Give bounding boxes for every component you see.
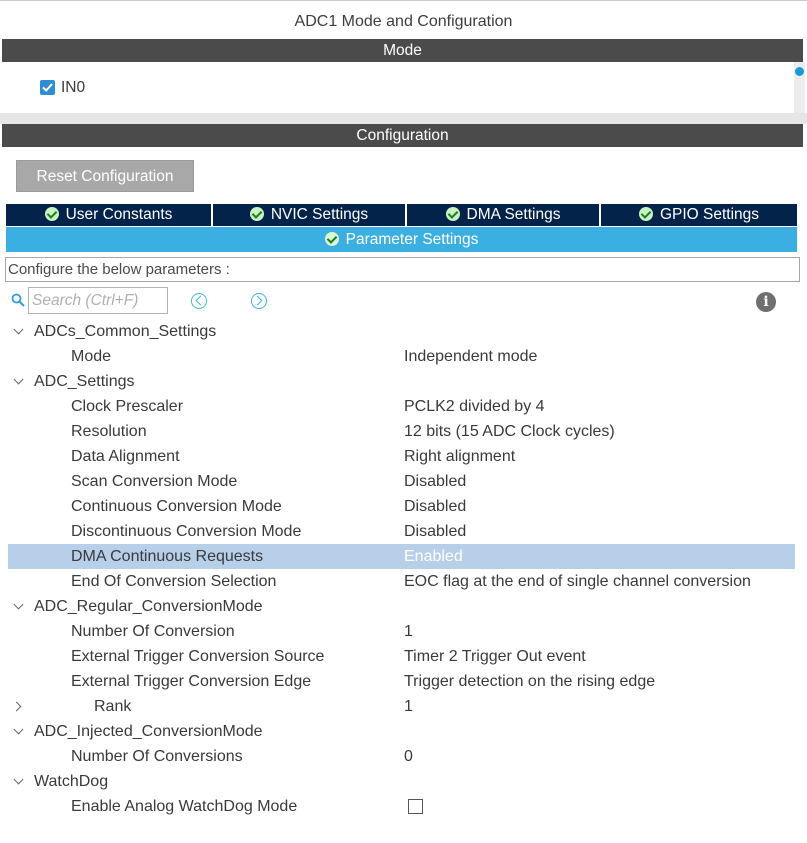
group-label: ADCs_Common_Settings: [34, 323, 217, 340]
tree-group-watchdog[interactable]: [8, 769, 795, 794]
check-circle-icon: [639, 207, 653, 221]
group-label: WatchDog: [34, 773, 109, 790]
param-row-external-trigger-conversion-edge[interactable]: [8, 669, 795, 694]
param-value[interactable]: 1: [404, 698, 413, 715]
in0-checkbox[interactable]: [40, 80, 55, 95]
param-row-mode[interactable]: [8, 344, 795, 369]
group-label: ADC_Regular_ConversionMode: [34, 598, 263, 615]
check-circle-icon: [250, 207, 264, 221]
param-value[interactable]: 12 bits (15 ADC Clock cycles): [404, 423, 615, 440]
tree-group-adc-regular-conversionmode[interactable]: [8, 594, 795, 619]
param-label: Number Of Conversion: [71, 623, 235, 640]
tree-group-adcs-common-settings[interactable]: [8, 319, 795, 344]
window-title: ADC1 Mode and Configuration: [0, 0, 807, 38]
mode-section-header: Mode: [2, 39, 803, 62]
param-label: Mode: [71, 348, 112, 365]
tab-dma-settings[interactable]: [407, 204, 599, 226]
section-divider: [0, 113, 807, 124]
param-label: Continuous Conversion Mode: [71, 498, 282, 515]
param-label: Discontinuous Conversion Mode: [71, 523, 302, 540]
param-row-clock-prescaler[interactable]: [8, 394, 795, 419]
param-label: Resolution: [71, 423, 147, 440]
search-icon: [11, 293, 25, 307]
chevron-down-icon[interactable]: [12, 769, 26, 794]
param-row-number-of-conversion[interactable]: [8, 619, 795, 644]
param-value[interactable]: 0: [404, 748, 413, 765]
tab-nvic-settings[interactable]: [213, 204, 405, 226]
chevron-down-icon[interactable]: [12, 369, 26, 394]
tab-label: User Constants: [65, 206, 173, 223]
chevron-down-icon[interactable]: [12, 719, 26, 744]
param-row-end-of-conversion-selection[interactable]: [8, 569, 795, 594]
group-label: ADC_Settings: [34, 373, 135, 390]
tree-group-adc-settings[interactable]: [8, 369, 795, 394]
check-circle-icon: [45, 207, 59, 221]
search-next-icon[interactable]: [251, 293, 267, 309]
config-tabs: [6, 204, 797, 226]
param-label: Number Of Conversions: [71, 748, 243, 765]
param-value[interactable]: Disabled: [404, 498, 467, 515]
param-row-rank[interactable]: [8, 694, 795, 719]
chevron-down-icon[interactable]: [12, 594, 26, 619]
param-value[interactable]: Right alignment: [404, 448, 516, 465]
tree-group-adc-injected-conversionmode[interactable]: [8, 719, 795, 744]
watchdog-checkbox[interactable]: [408, 799, 423, 814]
param-row-data-alignment[interactable]: [8, 444, 795, 469]
param-label: Scan Conversion Mode: [71, 473, 238, 490]
scrollbar-thumb[interactable]: [795, 67, 804, 76]
param-row-external-trigger-conversion-source[interactable]: [8, 644, 795, 669]
param-value[interactable]: Independent mode: [404, 348, 538, 365]
param-row-dma-continuous-requests[interactable]: [8, 544, 795, 569]
check-circle-icon: [446, 207, 460, 221]
reset-configuration-button[interactable]: Reset Configuration: [16, 160, 194, 192]
tab-label: Parameter Settings: [345, 231, 479, 248]
mode-panel: [2, 62, 794, 113]
configure-hint: Configure the below parameters :: [5, 257, 800, 282]
param-label: External Trigger Conversion Source: [71, 648, 325, 665]
chevron-right-icon[interactable]: [12, 694, 26, 719]
tab-label: NVIC Settings: [270, 206, 369, 223]
param-row-discontinuous-conversion-mode[interactable]: [8, 519, 795, 544]
param-value[interactable]: Timer 2 Trigger Out event: [404, 648, 586, 665]
param-label: Enable Analog WatchDog Mode: [71, 798, 298, 815]
info-icon[interactable]: i: [756, 292, 776, 312]
tab-label: DMA Settings: [466, 206, 561, 223]
param-row-enable-analog-watchdog-mode[interactable]: [8, 794, 795, 819]
param-row-scan-conversion-mode[interactable]: [8, 469, 795, 494]
search-input[interactable]: [28, 287, 168, 314]
param-row-resolution[interactable]: [8, 419, 795, 444]
search-previous-icon[interactable]: [191, 293, 207, 309]
tab-label: GPIO Settings: [659, 206, 760, 223]
param-label: End Of Conversion Selection: [71, 573, 277, 590]
param-value[interactable]: 1: [404, 623, 413, 640]
group-label: ADC_Injected_ConversionMode: [34, 723, 263, 740]
chevron-down-icon[interactable]: [12, 319, 26, 344]
param-value[interactable]: Trigger detection on the rising edge: [404, 673, 656, 690]
param-label: Rank: [94, 698, 132, 715]
tab-gpio-settings[interactable]: [601, 204, 797, 226]
tab-user-constants[interactable]: [6, 204, 211, 226]
param-value[interactable]: Disabled: [404, 523, 467, 540]
param-value[interactable]: PCLK2 divided by 4: [404, 398, 545, 415]
param-row-continuous-conversion-mode[interactable]: [8, 494, 795, 519]
in0-label: IN0: [61, 79, 86, 96]
param-label: DMA Continuous Requests: [71, 548, 264, 565]
tab-parameter-settings[interactable]: [6, 227, 797, 252]
param-value[interactable]: Disabled: [404, 473, 467, 490]
check-circle-icon: [325, 232, 339, 246]
param-label: Data Alignment: [71, 448, 180, 465]
param-value[interactable]: EOC flag at the end of single channel conversion: [404, 573, 751, 590]
param-value[interactable]: Enabled: [404, 548, 463, 565]
param-row-number-of-conversions[interactable]: [8, 744, 795, 769]
param-label: Clock Prescaler: [71, 398, 184, 415]
param-label: External Trigger Conversion Edge: [71, 673, 312, 690]
configuration-section-header: Configuration: [2, 124, 803, 147]
